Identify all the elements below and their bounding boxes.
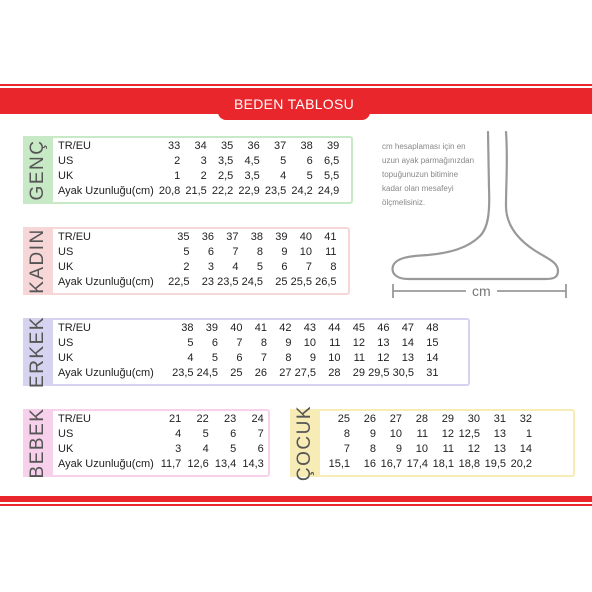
size-cell: 28	[415, 413, 428, 425]
row-label: TR/EU	[58, 231, 91, 243]
row-label: Ayak Uzunluğu(cm)	[58, 458, 154, 470]
size-cell: 8	[260, 337, 267, 349]
size-cell: 7	[343, 443, 350, 455]
table-row	[57, 169, 339, 184]
size-cell: 25,5	[290, 276, 312, 288]
size-cell: 11	[353, 352, 365, 364]
size-cell: 13	[377, 337, 390, 349]
size-cell: 38	[300, 140, 313, 152]
size-cell: 5,5	[323, 170, 340, 182]
size-cell: 41	[254, 322, 267, 334]
size-cell: 40	[230, 322, 243, 334]
table-erkek	[57, 321, 439, 381]
table-row	[57, 442, 264, 457]
size-cell: 4	[280, 170, 287, 182]
size-cell: 41	[324, 231, 337, 243]
size-cell: 6	[230, 428, 237, 440]
size-cell: 23,5	[264, 185, 287, 197]
size-cell: 3,5	[217, 155, 234, 167]
size-cell: 23	[224, 413, 237, 425]
size-cell: 45	[352, 322, 365, 334]
row-label: US	[58, 155, 74, 167]
size-cell: 27	[279, 367, 292, 379]
size-cell: 10	[389, 428, 402, 440]
size-cell: 40	[299, 231, 312, 243]
size-cell: 13	[401, 352, 414, 364]
row-label: Ayak Uzunluğu(cm)	[58, 367, 154, 379]
size-cell: 23	[201, 276, 214, 288]
row-label: US	[58, 428, 74, 440]
size-cell: 8	[369, 443, 376, 455]
size-cell: 12,5	[458, 428, 480, 440]
table-genc	[57, 139, 339, 199]
size-cell: 10	[299, 246, 312, 258]
size-cell: 31	[426, 367, 439, 379]
row-label: TR/EU	[58, 140, 91, 152]
size-cell: 33	[168, 140, 181, 152]
size-cell: 9	[395, 443, 402, 455]
size-cell: 5	[183, 246, 190, 258]
size-cell: 46	[377, 322, 390, 334]
size-cell: 29	[441, 413, 454, 425]
row-label: UK	[58, 352, 74, 364]
size-cell: 12	[467, 443, 480, 455]
size-cell: 24,5	[241, 276, 263, 288]
size-cell: 47	[401, 322, 414, 334]
size-cell: 5	[256, 261, 263, 273]
size-cell: 10	[303, 337, 316, 349]
size-cell: 29	[352, 367, 365, 379]
size-cell: 7	[257, 428, 264, 440]
size-cell: 34	[194, 140, 207, 152]
size-cell: 36	[201, 231, 214, 243]
size-cell: 4	[232, 261, 239, 273]
size-cell: 21	[169, 413, 182, 425]
row-label: Ayak Uzunluğu(cm)	[58, 185, 154, 197]
size-cell: 42	[279, 322, 292, 334]
size-cell: 4	[202, 443, 209, 455]
size-cell: 8	[285, 352, 292, 364]
size-table-genc	[23, 136, 353, 204]
size-cell: 17,4	[406, 458, 428, 470]
size-cell: 4	[187, 352, 194, 364]
size-cell: 2	[183, 261, 190, 273]
size-cell: 7	[260, 352, 267, 364]
table-row	[57, 351, 439, 366]
size-cell: 8	[343, 428, 350, 440]
note-line: cm hesaplaması için en	[382, 142, 466, 151]
size-cell: 30	[467, 413, 480, 425]
size-cell: 14	[426, 352, 439, 364]
size-cell: 20,8	[158, 185, 181, 197]
note-line: kadar olan mesafeyi	[382, 184, 454, 193]
size-cell: 5	[211, 352, 218, 364]
size-cell: 5	[202, 428, 209, 440]
size-cell: 6,5	[323, 155, 340, 167]
size-cell: 4	[175, 428, 182, 440]
size-cell: 11,7	[160, 458, 182, 470]
page-title: BEDEN TABLOSU	[218, 93, 370, 120]
table-row	[57, 321, 439, 336]
size-cell: 14	[519, 443, 532, 455]
row-label: US	[58, 337, 74, 349]
size-cell: 14	[401, 337, 414, 349]
category-label-genc: GENÇ	[23, 136, 53, 204]
size-cell: 35	[221, 140, 234, 152]
table-kadin	[57, 230, 337, 290]
table-row	[57, 154, 339, 169]
table-row	[57, 336, 439, 351]
size-cell: 2,5	[217, 170, 234, 182]
size-cell: 38	[181, 322, 194, 334]
size-cell: 38	[250, 231, 263, 243]
category-label-erkek: ERKEK	[23, 318, 53, 386]
size-cell: 2	[200, 170, 207, 182]
size-cell: 30,5	[392, 367, 414, 379]
table-row	[57, 366, 439, 381]
size-cell: 22,5	[168, 276, 190, 288]
size-cell: 9	[369, 428, 376, 440]
size-cell: 8	[330, 261, 337, 273]
size-cell: 25	[275, 276, 288, 288]
row-label: Ayak Uzunluğu(cm)	[58, 276, 154, 288]
size-cell: 9	[281, 246, 288, 258]
size-cell: 37	[226, 231, 239, 243]
table-row	[57, 230, 337, 245]
size-cell: 32	[519, 413, 532, 425]
size-cell: 31	[493, 413, 506, 425]
table-row	[57, 245, 337, 260]
size-cell: 13,4	[214, 458, 237, 470]
size-cell: 6	[207, 246, 214, 258]
size-cell: 6	[306, 155, 313, 167]
size-cell: 3	[200, 155, 207, 167]
table-bebek	[57, 412, 264, 472]
size-cell: 24,5	[196, 367, 218, 379]
category-label-bebek: BEBEK	[23, 409, 53, 477]
size-cell: 29,5	[368, 367, 390, 379]
size-cell: 12	[352, 337, 365, 349]
size-cell: 5	[280, 155, 287, 167]
size-cell: 27,5	[294, 367, 316, 379]
size-cell: 28	[328, 367, 341, 379]
size-cell: 5	[306, 170, 313, 182]
size-cell: 16	[363, 458, 376, 470]
size-cell: 2	[174, 155, 181, 167]
size-cell: 14,3	[242, 458, 264, 470]
size-cell: 39	[205, 322, 218, 334]
row-label: TR/EU	[58, 413, 91, 425]
size-cell: 13	[493, 428, 506, 440]
size-cell: 26	[254, 367, 267, 379]
size-cell: 23,5	[172, 367, 194, 379]
size-cell: 11	[416, 428, 428, 440]
size-cell: 36	[247, 140, 260, 152]
table-row	[324, 442, 532, 457]
size-cell: 12,6	[187, 458, 209, 470]
table-row	[57, 139, 339, 154]
size-cell: 7	[236, 337, 243, 349]
measure-unit-label: cm	[466, 283, 497, 299]
row-label: TR/EU	[58, 322, 91, 334]
size-cell: 15,1	[328, 458, 350, 470]
size-cell: 3	[175, 443, 182, 455]
note-line: uzun ayak parmağınızdan	[382, 156, 475, 165]
table-row	[57, 275, 337, 290]
size-cell: 27	[389, 413, 402, 425]
row-label: UK	[58, 170, 74, 182]
size-cell: 22,2	[211, 185, 234, 197]
size-cell: 12	[377, 352, 390, 364]
table-row	[57, 184, 339, 199]
table-row	[57, 412, 264, 427]
size-cell: 6	[281, 261, 288, 273]
size-cell: 9	[309, 352, 316, 364]
size-cell: 11	[329, 337, 341, 349]
size-cell: 24,2	[291, 185, 313, 197]
size-cell: 19,5	[484, 458, 506, 470]
size-cell: 24,9	[317, 185, 340, 197]
size-cell: 11	[442, 443, 454, 455]
note-line: ölçmelisiniz.	[382, 198, 426, 207]
size-cell: 39	[275, 231, 288, 243]
size-cell: 9	[285, 337, 292, 349]
size-cell: 13	[493, 443, 506, 455]
size-cell: 24	[251, 413, 264, 425]
size-cell: 25	[230, 367, 243, 379]
size-cell: 5	[230, 443, 237, 455]
size-cell: 10	[328, 352, 341, 364]
table-row	[57, 260, 337, 275]
size-cell: 22	[196, 413, 209, 425]
table-row	[57, 427, 264, 442]
size-cell: 43	[303, 322, 316, 334]
size-cell: 7	[305, 261, 312, 273]
size-cell: 35	[177, 231, 190, 243]
size-table-bebek	[23, 409, 270, 477]
size-cell: 44	[328, 322, 341, 334]
table-row	[324, 457, 532, 472]
note-line: topuğunuzun bitimine	[382, 170, 459, 179]
foot-outline-icon	[388, 128, 574, 298]
size-cell: 4,5	[244, 155, 260, 167]
bottom-red-band	[0, 496, 592, 502]
size-cell: 23,5	[217, 276, 239, 288]
size-cell: 7	[232, 246, 239, 258]
table-row	[324, 412, 532, 427]
size-cell: 15	[426, 337, 439, 349]
size-cell: 12	[441, 428, 454, 440]
size-cell: 3,5	[244, 170, 260, 182]
size-cell: 6	[236, 352, 243, 364]
size-cell: 22,9	[238, 185, 260, 197]
size-cell: 5	[187, 337, 194, 349]
size-table-erkek	[23, 318, 470, 386]
size-cell: 18,8	[458, 458, 480, 470]
size-table-cocuk	[290, 404, 575, 482]
category-label-cocuk: ÇOCUK	[290, 409, 320, 477]
size-cell: 18,1	[432, 458, 454, 470]
row-label: US	[58, 246, 74, 258]
size-cell: 48	[426, 322, 439, 334]
size-cell: 26	[363, 413, 376, 425]
row-label: UK	[58, 261, 74, 273]
size-cell: 11	[325, 246, 337, 258]
size-cell: 20,2	[510, 458, 532, 470]
size-cell: 8	[256, 246, 263, 258]
size-cell: 39	[327, 140, 340, 152]
table-row	[324, 427, 532, 442]
size-cell: 6	[211, 337, 218, 349]
size-cell: 21,5	[185, 185, 207, 197]
row-label: UK	[58, 443, 74, 455]
size-cell: 1	[174, 170, 181, 182]
size-cell: 10	[415, 443, 428, 455]
size-cell: 37	[274, 140, 287, 152]
size-cell: 1	[525, 428, 532, 440]
size-cell: 6	[257, 443, 264, 455]
table-cocuk	[324, 412, 532, 472]
size-cell: 16,7	[380, 458, 402, 470]
size-cell: 25	[337, 413, 350, 425]
size-cell: 26,5	[315, 276, 337, 288]
size-cell: 3	[207, 261, 214, 273]
table-row	[57, 457, 264, 472]
size-table-kadin	[23, 227, 350, 295]
category-label-kadin: KADIN	[23, 227, 53, 295]
